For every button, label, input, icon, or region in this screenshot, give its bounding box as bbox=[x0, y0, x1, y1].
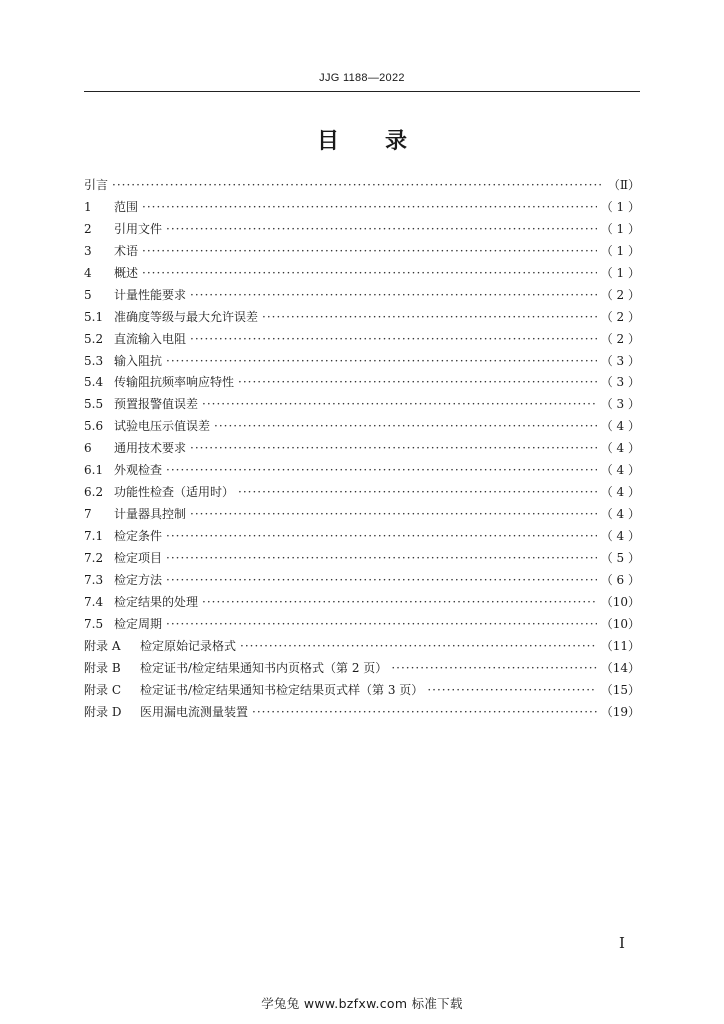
toc-dot-leader bbox=[166, 219, 597, 241]
toc-dot-leader bbox=[427, 680, 596, 702]
toc-entry bbox=[84, 438, 640, 460]
toc-entry-label: 检定条件 bbox=[114, 529, 163, 543]
toc-entry-label: 准确度等级与最大允许误差 bbox=[114, 309, 259, 324]
document-code: JJG 1188—2022 bbox=[319, 72, 405, 84]
toc-entry-page: （ 2 ） bbox=[600, 309, 640, 324]
toc-dot-leader bbox=[391, 658, 596, 680]
toc-entry-number: 5.4 bbox=[84, 375, 104, 390]
toc-entry-page: （ 4 ） bbox=[600, 441, 640, 456]
toc-dot-leader bbox=[142, 197, 597, 219]
toc-entry bbox=[84, 636, 640, 658]
toc-entry-label: 检定结果的处理 bbox=[114, 594, 199, 609]
toc-dot-leader bbox=[252, 702, 597, 724]
toc-entry-label: 检定原始记录格式 bbox=[140, 638, 237, 653]
toc-entry-label: 检定项目 bbox=[114, 550, 163, 565]
toc-entry-number: 5.5 bbox=[84, 397, 104, 412]
toc-entry-label: 检定证书/检定结果通知书内页格式（第 2 页） bbox=[140, 660, 388, 675]
toc-entry bbox=[84, 702, 640, 724]
toc-entry-label: 功能性检查（适用时） bbox=[114, 485, 235, 500]
toc-dot-leader bbox=[166, 614, 597, 636]
toc-entry-label: 引用文件 bbox=[114, 221, 163, 236]
toc-dot-leader bbox=[166, 460, 597, 482]
toc-entry-number: 1 bbox=[84, 199, 92, 214]
toc-entry-label: 检定证书/检定结果通知书检定结果页式样（第 3 页） bbox=[140, 682, 424, 697]
toc-dot-leader bbox=[142, 241, 597, 263]
toc-entry bbox=[84, 460, 640, 482]
toc-entry-number: 6.1 bbox=[84, 463, 104, 478]
toc-entry-label: 直流输入电阻 bbox=[114, 331, 187, 346]
toc-entry-page: （ 1 ） bbox=[600, 199, 640, 214]
toc-entry-page: （ 2 ） bbox=[600, 287, 640, 302]
toc-entry-page: （ 3 ） bbox=[600, 353, 640, 368]
toc-entry bbox=[84, 394, 640, 416]
toc-entry-number: 4 bbox=[84, 265, 92, 280]
toc-entry-label: 概述 bbox=[114, 265, 139, 280]
toc-entry bbox=[84, 307, 640, 329]
toc-entry-page: （ 2 ） bbox=[600, 331, 640, 346]
toc-entry-label: 范围 bbox=[114, 199, 139, 214]
toc-entry bbox=[84, 263, 640, 285]
toc-dot-leader bbox=[166, 351, 597, 373]
toc-entry bbox=[84, 372, 640, 394]
toc-dot-leader bbox=[190, 329, 597, 351]
toc-entry bbox=[84, 526, 640, 548]
toc-entry bbox=[84, 614, 640, 636]
toc-entry-page: （Ⅱ） bbox=[607, 178, 640, 192]
toc-entry-label: 试验电压示值误差 bbox=[114, 419, 211, 434]
toc-entry-number: 7.1 bbox=[84, 529, 104, 543]
toc-dot-leader bbox=[190, 285, 597, 307]
header-rule bbox=[84, 91, 640, 92]
toc-entry-label: 传输阻抗频率响应特性 bbox=[114, 375, 235, 390]
toc-entry-number: 2 bbox=[84, 221, 92, 236]
toc-entry-number: 附录 A bbox=[84, 638, 121, 653]
toc-entry bbox=[84, 548, 640, 570]
toc-entry-label: 检定周期 bbox=[114, 616, 163, 631]
toc-entry-number: 附录 D bbox=[84, 704, 122, 719]
toc-entry-number: 3 bbox=[84, 243, 92, 258]
toc-entry-label: 计量器具控制 bbox=[114, 507, 187, 522]
toc-entry-number: 7.4 bbox=[84, 594, 104, 609]
toc-entry-number: 6.2 bbox=[84, 485, 104, 500]
toc-entry-number: 5.1 bbox=[84, 309, 104, 324]
toc-entry-number: 5.6 bbox=[84, 419, 104, 434]
toc-entry bbox=[84, 329, 640, 351]
toc-entry bbox=[84, 658, 640, 680]
toc-entry bbox=[84, 175, 640, 197]
toc-dot-leader bbox=[166, 548, 597, 570]
toc-entry-number: 7.3 bbox=[84, 572, 104, 587]
toc-entry-page: （10） bbox=[600, 594, 640, 609]
toc-entry bbox=[84, 680, 640, 702]
toc-entry-number: 7.5 bbox=[84, 616, 104, 631]
toc-entry-label: 引言 bbox=[84, 178, 109, 192]
toc-dot-leader bbox=[112, 175, 602, 197]
toc-entry-page: （ 4 ） bbox=[600, 485, 640, 500]
toc-dot-leader bbox=[166, 570, 597, 592]
toc-entry-number: 5 bbox=[84, 287, 92, 302]
toc-entry-number: 5.3 bbox=[84, 353, 104, 368]
toc-entry-page: （ 1 ） bbox=[600, 221, 640, 236]
toc-entry-number: 7.2 bbox=[84, 550, 104, 565]
toc-entry bbox=[84, 241, 640, 263]
toc-entry-number: 附录 B bbox=[84, 660, 121, 675]
toc-entry-page: （14） bbox=[600, 660, 640, 675]
toc-entry-label: 外观检查 bbox=[114, 463, 163, 478]
toc-entry-page: （11） bbox=[600, 638, 640, 653]
toc-entry-page: （ 3 ） bbox=[600, 397, 640, 412]
toc-dot-leader bbox=[190, 504, 597, 526]
toc-dot-leader bbox=[262, 307, 597, 329]
toc-entry-label: 计量性能要求 bbox=[114, 287, 187, 302]
toc-title bbox=[0, 124, 724, 155]
footer-watermark-text: 学兔兔 www.bzfxw.com 标准下载 bbox=[261, 996, 463, 1011]
toc-dot-leader bbox=[166, 526, 597, 548]
toc-dot-leader bbox=[190, 438, 597, 460]
toc-entry-page: （ 1 ） bbox=[600, 265, 640, 280]
toc-entry bbox=[84, 285, 640, 307]
toc-entry-label: 通用技术要求 bbox=[114, 441, 187, 456]
toc-entry-page: （ 3 ） bbox=[600, 375, 640, 390]
toc-dot-leader bbox=[238, 372, 597, 394]
toc-entry-page: （10） bbox=[600, 616, 640, 631]
toc-dot-leader bbox=[238, 482, 597, 504]
page-number: I bbox=[619, 934, 625, 952]
toc-entry-number: 附录 C bbox=[84, 682, 121, 697]
toc-entry-label: 术语 bbox=[114, 243, 139, 258]
toc-entry-page: （ 5 ） bbox=[600, 550, 640, 565]
toc-entry-page: （ 1 ） bbox=[600, 243, 640, 258]
toc-entry-page: （ 4 ） bbox=[600, 507, 640, 522]
toc-entry bbox=[84, 482, 640, 504]
toc-entry-label: 输入阻抗 bbox=[114, 353, 163, 368]
toc-entry-page: （15） bbox=[600, 682, 640, 697]
toc-entry-page: （ 4 ） bbox=[600, 529, 640, 543]
toc-dot-leader bbox=[202, 394, 597, 416]
toc-dot-leader bbox=[142, 263, 597, 285]
toc-entry bbox=[84, 570, 640, 592]
toc-entry-number: 7 bbox=[84, 507, 92, 522]
toc-entry-page: （ 6 ） bbox=[600, 572, 640, 587]
toc-entry-page: （19） bbox=[600, 704, 640, 719]
toc-entry-label: 医用漏电流测量装置 bbox=[140, 704, 249, 719]
toc-list bbox=[84, 175, 640, 723]
toc-entry-number: 6 bbox=[84, 441, 92, 456]
toc-title-char-2: 录 bbox=[385, 129, 408, 154]
toc-entry-page: （ 4 ） bbox=[600, 419, 640, 434]
toc-entry bbox=[84, 219, 640, 241]
toc-entry bbox=[84, 197, 640, 219]
toc-entry bbox=[84, 504, 640, 526]
toc-entry bbox=[84, 592, 640, 614]
toc-entry-label: 预置报警值误差 bbox=[114, 397, 199, 412]
toc-entry bbox=[84, 416, 640, 438]
toc-dot-leader bbox=[202, 592, 597, 614]
toc-title-char-1: 目 bbox=[316, 129, 339, 154]
toc-entry bbox=[84, 351, 640, 373]
toc-dot-leader bbox=[214, 416, 597, 438]
toc-entry-label: 检定方法 bbox=[114, 572, 163, 587]
toc-entry-page: （ 4 ） bbox=[600, 463, 640, 478]
toc-dot-leader bbox=[240, 636, 597, 658]
toc-entry-number: 5.2 bbox=[84, 331, 104, 346]
